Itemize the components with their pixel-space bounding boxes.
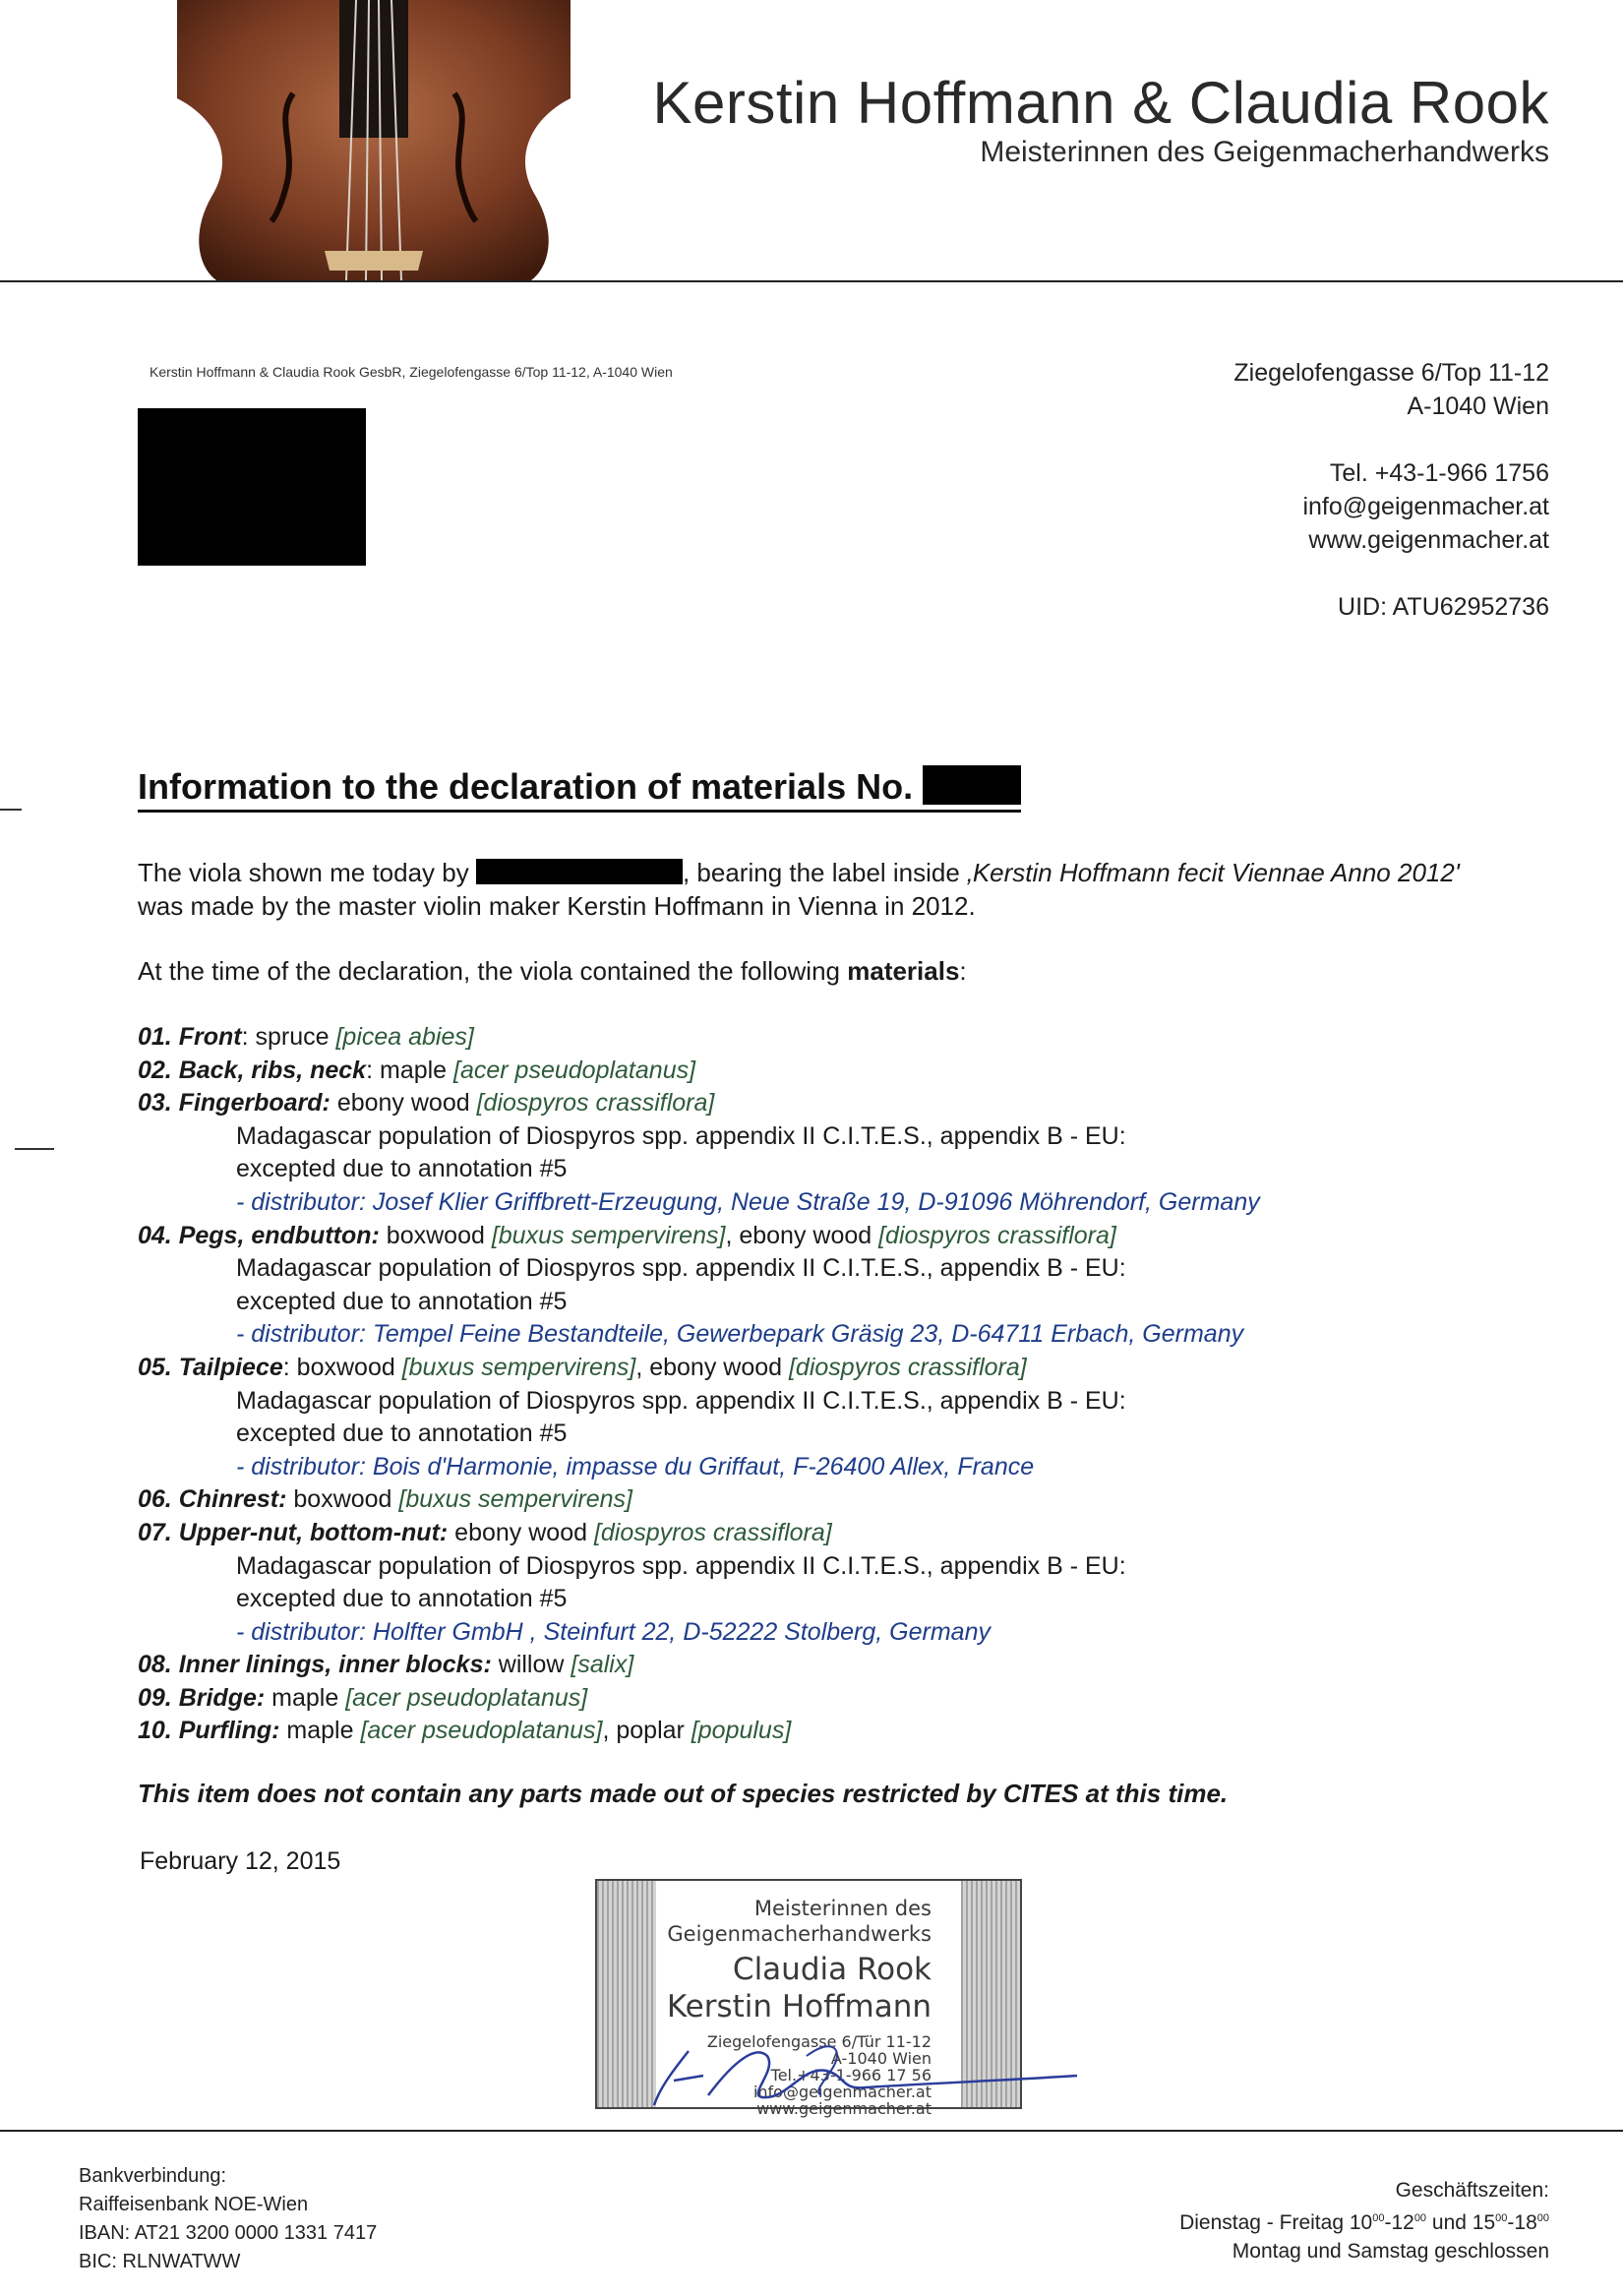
cites-notice: This item does not contain any parts made out of species restricted by CITES at this time.: [138, 1779, 1229, 1808]
cites-note: Madagascar population of Diospyros spp. appendix II C.I.T.E.S., appendix B - EU:: [236, 1254, 1126, 1283]
bank-label: Bankverbindung:: [79, 2165, 227, 2187]
contact-block: [1233, 356, 1549, 624]
cites-note: Madagascar population of Diospyros spp. appendix II C.I.T.E.S., appendix B - EU:: [236, 1551, 1126, 1580]
intro-text-a: The viola shown me today by: [138, 858, 469, 887]
contact-city: A-1040 Wien: [1407, 393, 1549, 420]
cites-note: Madagascar population of Diospyros spp. appendix II C.I.T.E.S., appendix B - EU:: [236, 1386, 1126, 1415]
stamp-line: Geigenmacherhandwerks: [667, 1922, 932, 1946]
bank-iban: IBAN: AT21 3200 0000 1331 7417: [79, 2222, 378, 2244]
distributor-line: - distributor: Bois d'Harmonie, impasse du Griffaut, F-26400 Allex, France: [236, 1452, 1035, 1480]
list-item: 10. Purfling: maple [acer pseudoplatanus], poplar [populus]: [138, 1717, 792, 1745]
stamp-line: Meisterinnen des: [753, 1897, 932, 1920]
stamp-line: Claudia Rook: [732, 1952, 932, 1987]
distributor-line: - distributor: Holfter GmbH , Steinfurt 22, D-52222 Stolberg, Germany: [236, 1617, 991, 1646]
violin-logo: [177, 0, 571, 280]
contact-street: Ziegelofengasse 6/Top 11-12: [1233, 359, 1549, 387]
contact-uid: UID: ATU62952736: [1338, 593, 1549, 621]
list-item: 09. Bridge: maple [acer pseudoplatanus]: [138, 1683, 588, 1712]
document-title-text: Information to the declaration of materials No.: [138, 766, 914, 807]
footer-divider: [0, 2130, 1623, 2132]
cites-note: excepted due to annotation #5: [236, 1585, 568, 1613]
cites-note: excepted due to annotation #5: [236, 1420, 568, 1448]
materials-word: materials: [847, 956, 960, 986]
cites-note: Madagascar population of Diospyros spp. appendix II C.I.T.E.S., appendix B - EU:: [236, 1121, 1126, 1150]
brand-subtitle: Meisterinnen des Geigenmacherhandwerks: [980, 136, 1549, 168]
distributor-line: - distributor: Tempel Feine Bestandteile, Gewerbepark Gräsig 23, D-64711 Erbach, Germany: [236, 1320, 1244, 1349]
document-date: February 12, 2015: [140, 1847, 341, 1875]
list-item: 07. Upper-nut, bottom-nut: ebony wood [diospyros crassiflora]: [138, 1518, 832, 1546]
contact-email: info@geigenmacher.at: [1302, 493, 1549, 520]
stamp-line: Kerstin Hoffmann: [666, 1989, 932, 2024]
brand-name: Kerstin Hoffmann & Claudia Rook: [652, 70, 1549, 136]
distributor-line: - distributor: Josef Klier Griffbrett-Erzeugung, Neue Straße 19, D-91096 Möhrendorf, Germany: [236, 1187, 1260, 1216]
redacted-declaration-number: [923, 765, 1021, 805]
business-hours: [1179, 2176, 1549, 2266]
hours-label: Geschäftszeiten:: [1395, 2179, 1549, 2202]
list-item: 04. Pegs, endbutton: boxwood [buxus sempervirens], ebony wood [diospyros crassiflora]: [138, 1221, 1116, 1249]
list-item: 08. Inner linings, inner blocks: willow [salix]: [138, 1651, 634, 1679]
list-item: 02. Back, ribs, neck: maple [acer pseudoplatanus]: [138, 1056, 696, 1084]
materials-list: [138, 1021, 1515, 1748]
list-item: 01. Front: spruce [picea abies]: [138, 1023, 474, 1051]
contact-tel: Tel. +43-1-966 1756: [1329, 459, 1549, 487]
header-divider: [0, 280, 1623, 282]
materials-colon: :: [959, 956, 967, 986]
list-item: 05. Tailpiece: boxwood [buxus sempervirens], ebony wood [diospyros crassiflora]: [138, 1353, 1027, 1381]
redacted-recipient-address: [138, 408, 366, 566]
cites-note: excepted due to annotation #5: [236, 1155, 568, 1183]
stamp-address: Ziegelofengasse 6/Tür 11-12 A-1040 Wien Tel.+43-1-966 17 56 info@geigenmacher.at www.geigenmacher.at: [706, 2032, 932, 2118]
cites-note: excepted due to annotation #5: [236, 1287, 568, 1315]
intro-text-b: , bearing the label inside: [682, 858, 968, 887]
document-title: [138, 765, 1021, 813]
list-item: 06. Chinrest: boxwood [buxus sempervirens]: [138, 1485, 633, 1514]
instrument-label: ‚Kerstin Hoffmann fecit Viennae Anno 2012': [967, 858, 1460, 887]
intro-line-1: [138, 856, 1460, 889]
redacted-owner-name: [476, 859, 683, 884]
bank-name: Raiffeisenbank NOE-Wien: [79, 2194, 309, 2215]
signature: [630, 2036, 1082, 2120]
materials-intro-text: At the time of the declaration, the viola contained the following: [138, 956, 848, 986]
hours-closed: Montag und Samstag geschlossen: [1232, 2240, 1549, 2263]
list-item: 03. Fingerboard: ebony wood [diospyros crassiflora]: [138, 1089, 715, 1118]
hours-weekdays: Dienstag - Freitag $10^{00}-12^{00}$ und $15^{00}-18^{00}$: [1179, 2211, 1549, 2234]
fold-mark: [0, 809, 22, 811]
punch-mark: [15, 1148, 54, 1150]
contact-web: www.geigenmacher.at: [1308, 526, 1549, 554]
sender-address-line: Kerstin Hoffmann & Claudia Rook GesbR, Ziegelofengasse 6/Top 11-12, A-1040 Wien: [150, 364, 673, 380]
bank-details: [79, 2162, 377, 2276]
materials-intro: [138, 954, 967, 988]
intro-line-2: was made by the master violin maker Kerstin Hoffmann in Vienna in 2012.: [138, 891, 976, 921]
bank-bic: BIC: RLNWATWW: [79, 2251, 241, 2272]
